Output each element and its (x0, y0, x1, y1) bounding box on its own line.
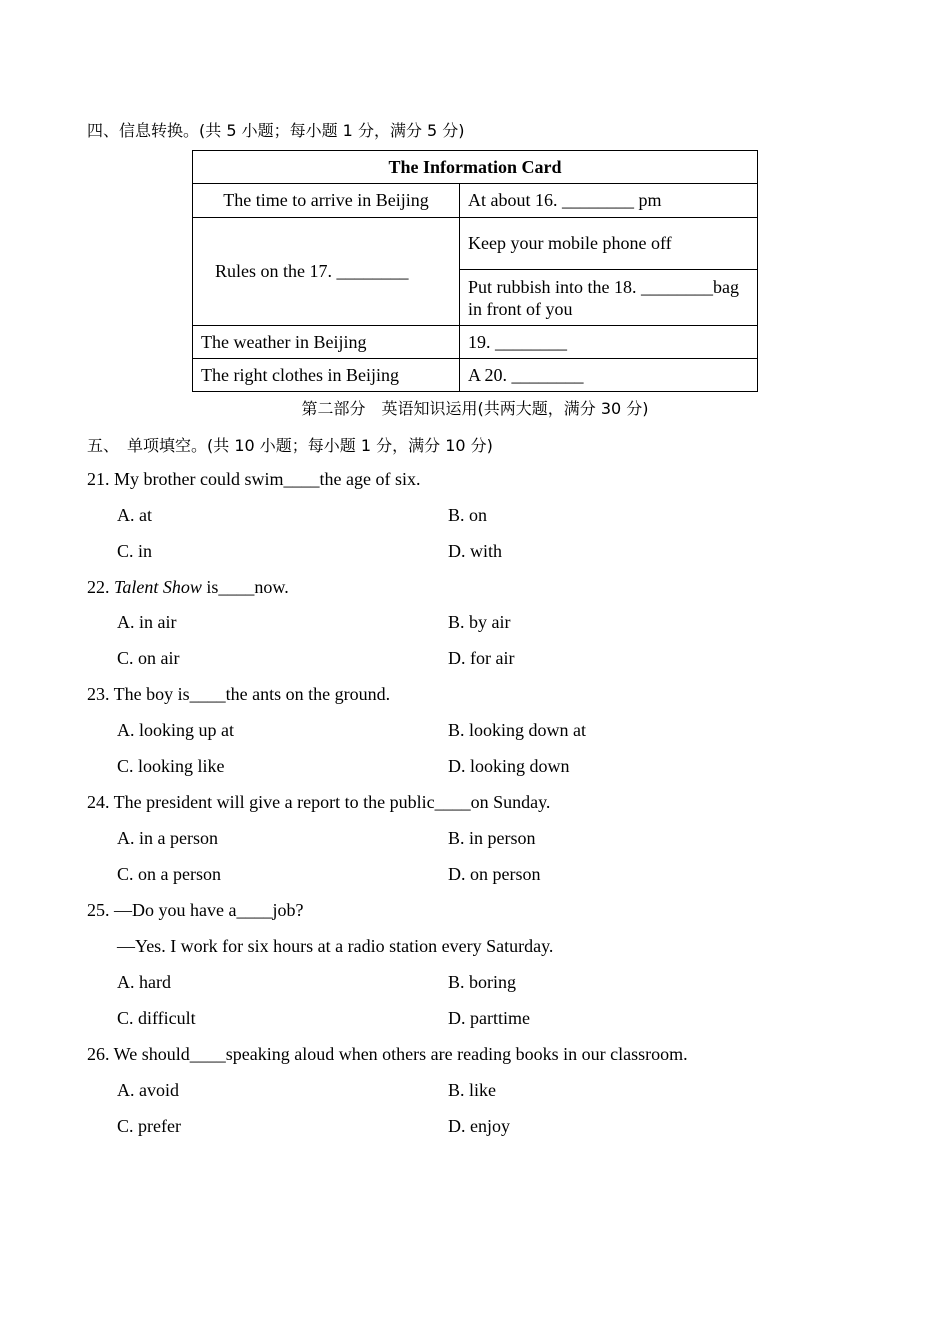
question-23-option-b: B. looking down at (448, 720, 586, 740)
question-25-option-d: D. parttime (448, 1008, 530, 1028)
question-24-option-a: A. in a person (117, 828, 218, 848)
table-cell-weather-value: 19. ________ (460, 326, 758, 359)
question-21-option-d: D. with (448, 541, 502, 561)
part-2-heading: 第二部分 英语知识运用(共两大题，满分 30 分) (301, 399, 649, 418)
rule-rubbish-line-2: in front of you (468, 298, 573, 319)
question-21-option-c: C. in (117, 541, 153, 561)
table-cell-arrival-value: At about 16. ________ pm (460, 184, 758, 218)
table-cell-rule-phone: Keep your mobile phone off (460, 218, 758, 270)
question-26-option-b: B. like (448, 1080, 496, 1100)
question-25-option-c: C. difficult (117, 1008, 196, 1028)
question-25-stem: 25. —Do you have a____job? (87, 900, 304, 920)
question-22-option-c: C. on air (117, 648, 180, 668)
question-22-option-d: D. for air (448, 648, 515, 668)
question-23-option-c: C. looking like (117, 756, 225, 776)
question-22-number: 22. (87, 577, 114, 597)
question-22-rest: is____now. (201, 577, 289, 597)
question-24-stem: 24. The president will give a report to the public____on Sunday. (87, 792, 551, 812)
question-22-stem (87, 577, 289, 598)
table-cell-clothes-label: The right clothes in Beijing (193, 359, 460, 392)
table-cell-clothes-value: A 20. ________ (460, 359, 758, 392)
question-21-option-a: A. at (117, 505, 152, 525)
question-26-option-a: A. avoid (117, 1080, 179, 1100)
table-title: The Information Card (193, 151, 758, 184)
section-5-heading: 五、 单项填空。(共 10 小题；每小题 1 分，满分 10 分) (87, 436, 493, 455)
rule-rubbish-line-1: Put rubbish into the 18. ________bag (468, 276, 739, 297)
question-23-option-d: D. looking down (448, 756, 570, 776)
table-cell-rules-label: Rules on the 17. ________ (193, 218, 460, 326)
question-23-stem: 23. The boy is____the ants on the ground. (87, 684, 391, 704)
question-22-option-a: A. in air (117, 612, 177, 632)
information-card-table (192, 150, 758, 392)
question-23-option-a: A. looking up at (117, 720, 234, 740)
section-4-heading: 四、信息转换。(共 5 小题；每小题 1 分，满分 5 分) (87, 121, 465, 140)
question-26-option-c: C. prefer (117, 1116, 181, 1136)
question-24-option-b: B. in person (448, 828, 536, 848)
question-25-option-b: B. boring (448, 972, 517, 992)
question-24-option-d: D. on person (448, 864, 541, 884)
question-26-option-d: D. enjoy (448, 1116, 510, 1136)
question-25-reply: —Yes. I work for six hours at a radio station every Saturday. (117, 936, 554, 956)
table-cell-arrival-label: The time to arrive in Beijing (193, 184, 460, 218)
question-22-option-b: B. by air (448, 612, 511, 632)
question-21-stem: 21. My brother could swim____the age of six. (87, 469, 421, 489)
question-22-title-italic: Talent Show (114, 577, 202, 597)
question-21-option-b: B. on (448, 505, 488, 525)
question-25-option-a: A. hard (117, 972, 171, 992)
question-24-option-c: C. on a person (117, 864, 221, 884)
table-cell-rule-rubbish (460, 270, 758, 326)
question-26-stem: 26. We should____speaking aloud when others are reading books in our classroom. (87, 1044, 688, 1064)
table-cell-weather-label: The weather in Beijing (193, 326, 460, 359)
